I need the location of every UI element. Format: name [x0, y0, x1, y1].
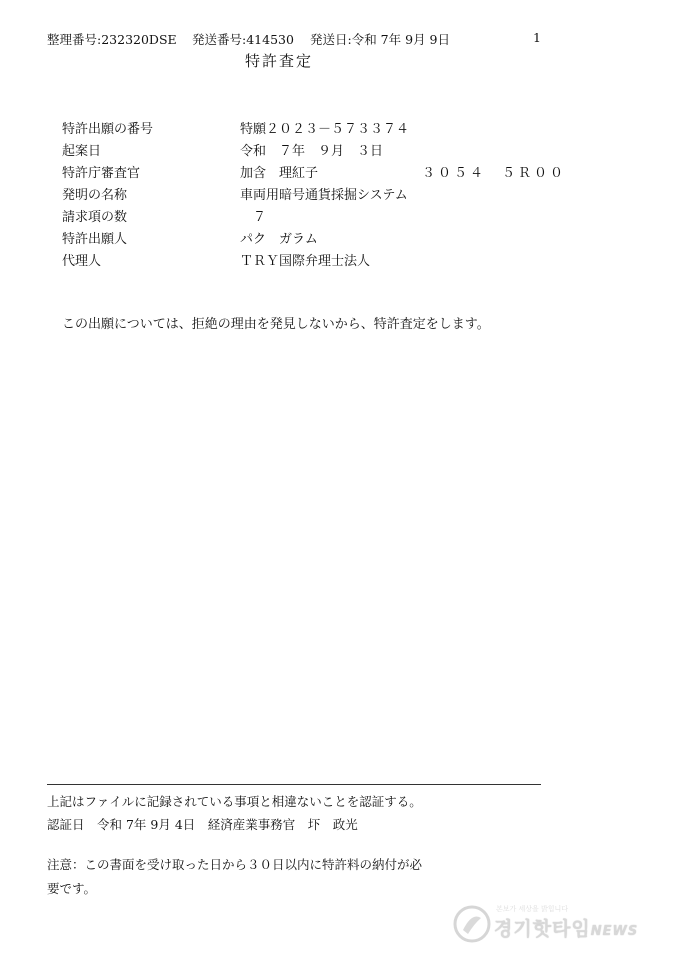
- examiner-code: ３０５４ ５Ｒ００: [422, 166, 567, 181]
- document-title: 特許査定: [245, 52, 314, 70]
- watermark-logo: [452, 902, 667, 946]
- field-value: ７: [240, 210, 267, 225]
- field-value: ＴＲＹ国際弁理士法人: [240, 254, 371, 269]
- certification-date-line: 認証日 令和 7年 9月 4日 経済産業事務官 圷 政光: [47, 817, 358, 832]
- field-label: 起案日: [62, 144, 102, 159]
- field-label: 特許出願の番号: [62, 122, 154, 137]
- footer-divider: [47, 784, 541, 785]
- dispatch-date: 発送日:令和 7年 9月 9日: [310, 32, 450, 47]
- reference-number: 整理番号:232320DSE: [47, 32, 177, 47]
- field-value: パク ガラム: [240, 232, 318, 247]
- field-label: 特許庁審査官: [62, 166, 141, 181]
- note-line-2: 要です。: [47, 881, 97, 896]
- watermark-news: NEWS: [590, 924, 639, 939]
- field-label: 代理人: [62, 254, 102, 269]
- watermark-name-text: 경기핫타임: [494, 918, 591, 940]
- field-value: 加含 理紅子: [240, 166, 319, 181]
- certification-text: 上記はファイルに記録されている事項と相違ないことを認証する。: [47, 794, 422, 809]
- dispatch-number: 発送番号:414530: [192, 32, 294, 47]
- page-number: 1: [533, 30, 541, 45]
- field-value: 令和 ７年 ９月 ３日: [240, 144, 384, 159]
- field-value: 車両用暗号通貨採掘システム: [240, 188, 408, 203]
- field-label: 請求項の数: [62, 210, 128, 225]
- field-value: 特願２０２３－５７３３７４: [240, 122, 410, 137]
- watermark-emblem-icon: [452, 904, 492, 944]
- note-line-1: 注意：この書面を受け取った日から３０日以内に特許料の納付が必: [47, 857, 423, 872]
- watermark-name: [494, 914, 638, 941]
- watermark-subtitle: 본보가 세상을 밝힙니다: [496, 905, 569, 913]
- field-label: 発明の名称: [62, 188, 128, 203]
- decision-text: この出願については、拒絶の理由を発見しないから、特許査定をします。: [62, 317, 490, 332]
- field-label: 特許出願人: [62, 232, 128, 247]
